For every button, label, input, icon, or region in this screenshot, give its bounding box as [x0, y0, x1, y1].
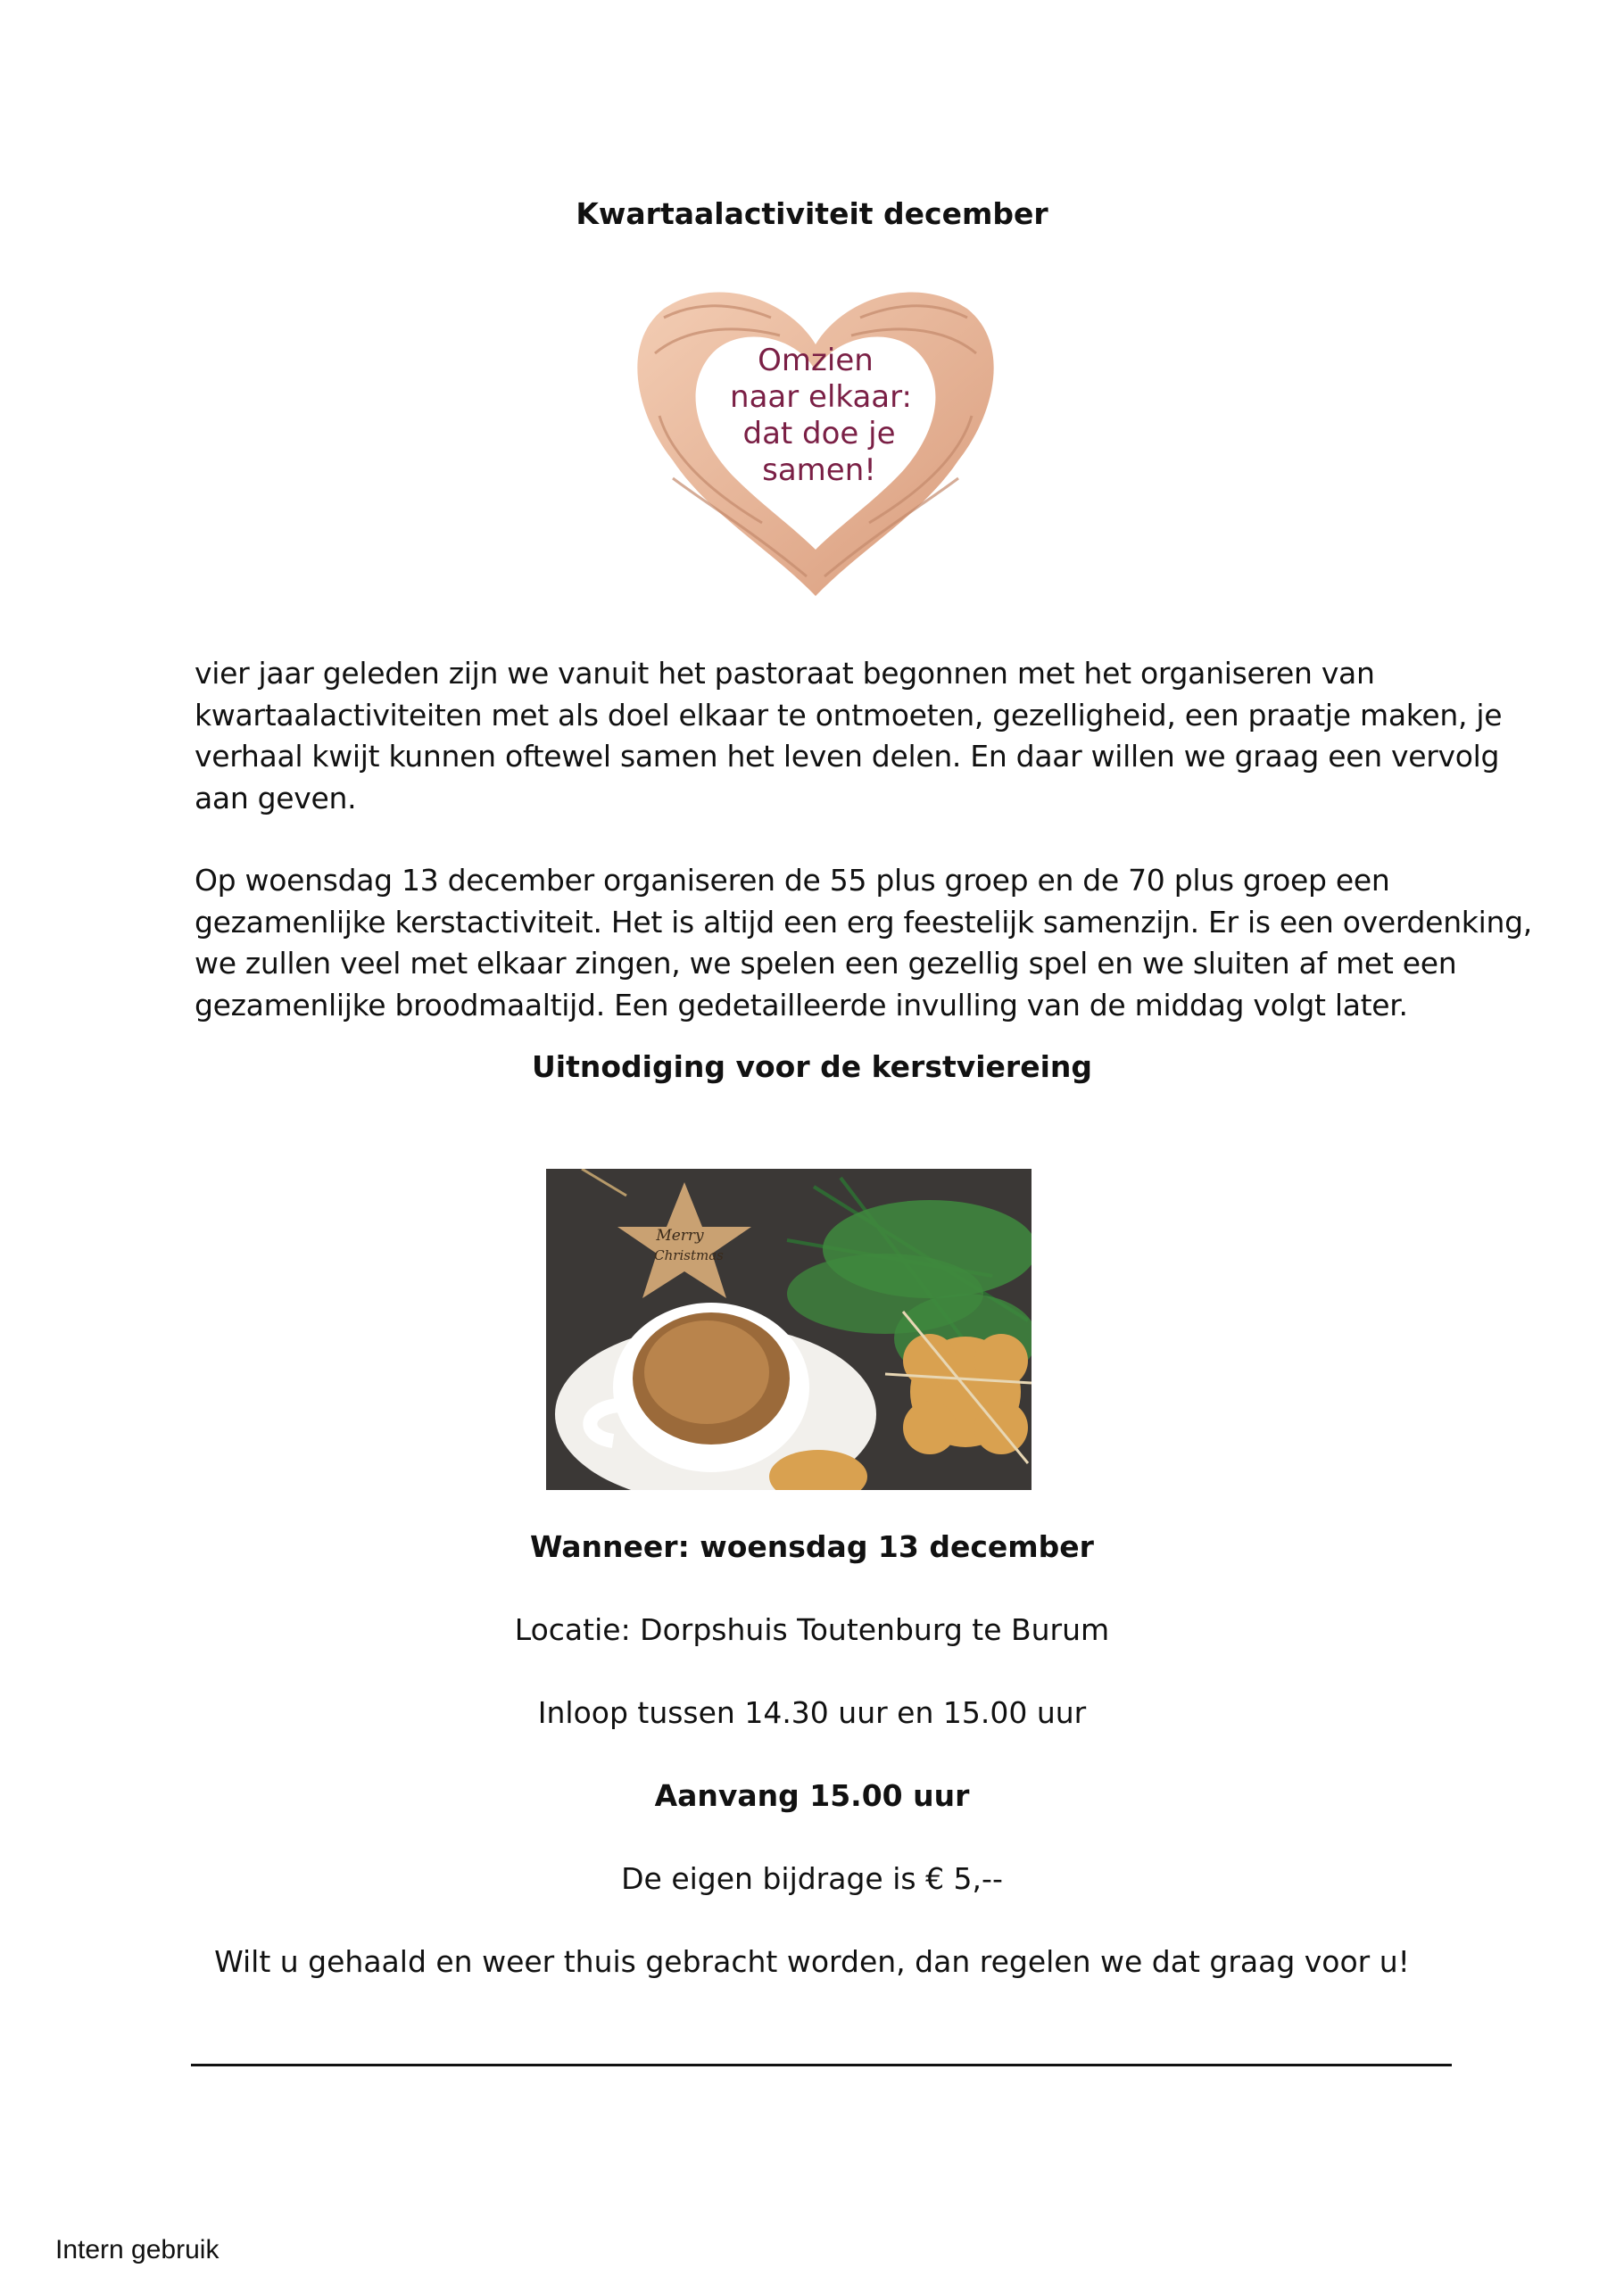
paragraph-line: verhaal kwijt kunnen oftewel samen het leven delen. En daar willen we graag een vervolg [195, 739, 1500, 774]
heart-caption-line: dat doe je [742, 416, 896, 451]
event-walk-in: Inloop tussen 14.30 uur en 15.00 uur [537, 1695, 1087, 1730]
footer-label: Intern gebruik [55, 2235, 220, 2264]
heart-caption-line: samen! [762, 452, 876, 488]
invitation-heading: Uitnodiging voor de kerstviereing [531, 1049, 1093, 1084]
heart-hands-illustration [637, 282, 994, 596]
event-location: Locatie: Dorpshuis Toutenburg te Burum [514, 1612, 1110, 1647]
heart-hands-image [637, 282, 994, 596]
heart-caption-line: naar elkaar: [730, 379, 912, 415]
event-start: Aanvang 15.00 uur [654, 1778, 970, 1813]
paragraph-line: vier jaar geleden zijn we vanuit het pastoraat begonnen met het organiseren van [195, 656, 1375, 691]
intro-paragraph [195, 653, 1503, 819]
christmas-coffee-illustration [546, 1169, 1032, 1490]
paragraph-line: kwartaalactiviteiten met als doel elkaar te ontmoeten, gezelligheid, een praatje maken, je [195, 697, 1503, 733]
paragraph-line: Op woensdag 13 december organiseren de 55 plus groep en de 70 plus groep een [195, 863, 1390, 898]
christmas-coffee-image [546, 1169, 1032, 1490]
paragraph-line: gezamenlijke kerstactiviteit. Het is altijd een erg feestelijk samenzijn. Er is een overdenking, [195, 904, 1532, 940]
horizontal-divider [191, 2064, 1452, 2066]
page-title: Kwartaalactiviteit december [576, 196, 1048, 231]
event-paragraph [195, 860, 1532, 1026]
paragraph-line: gezamenlijke broodmaaltijd. Een gedetailleerde invulling van de middag volgt later. [195, 987, 1408, 1022]
tag-text-merry: Merry [656, 1227, 704, 1245]
event-when: Wanneer: woensdag 13 december [530, 1529, 1094, 1564]
tag-text-christmas: Christmas [654, 1247, 724, 1263]
event-contribution: De eigen bijdrage is € 5,-- [621, 1861, 1003, 1896]
event-transport: Wilt u gehaald en weer thuis gebracht worden, dan regelen we dat graag voor u! [214, 1944, 1410, 1979]
paragraph-line: aan geven. [195, 780, 357, 815]
heart-caption-line: Omzien [758, 343, 874, 378]
paragraph-line: we zullen veel met elkaar zingen, we spelen een gezellig spel en we sluiten af met een [195, 946, 1457, 981]
